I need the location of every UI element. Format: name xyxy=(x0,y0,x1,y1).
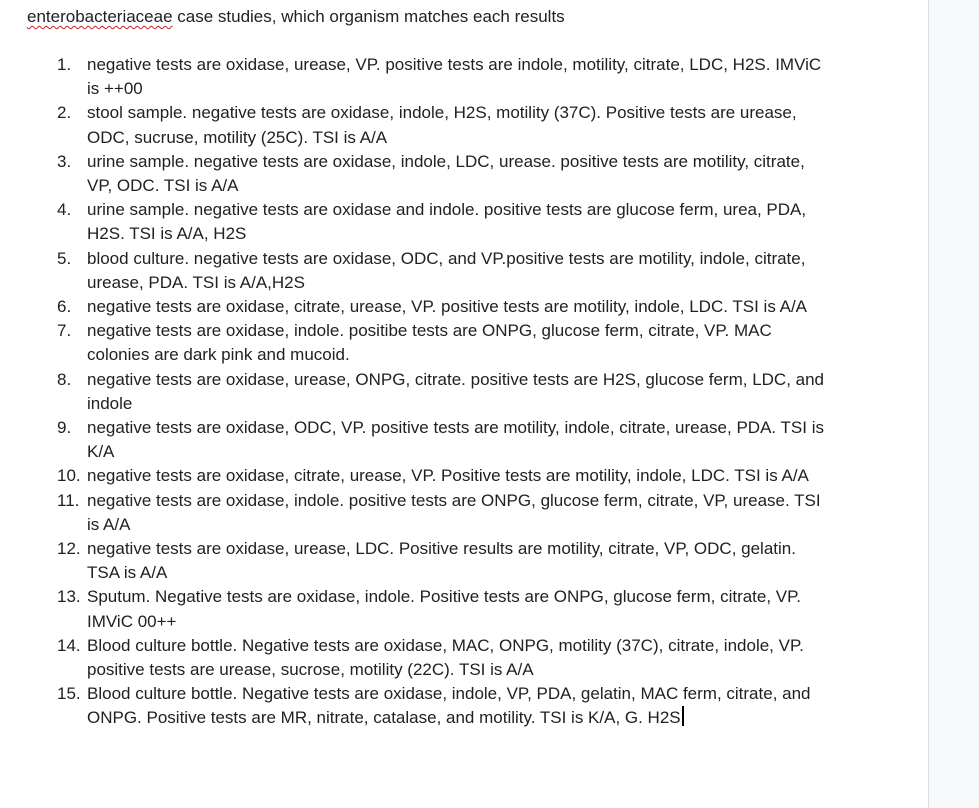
list-number: 8. xyxy=(57,369,72,389)
list-number: 6. xyxy=(57,297,72,317)
list-number: 2. xyxy=(57,103,72,123)
case-study-text[interactable]: negative tests are oxidase, urease, VP. positive tests are indole, motility, citrate, LDC, H2S. IMViC is ++00 xyxy=(87,55,822,99)
title-text: case studies, which organism matches each results xyxy=(172,7,565,26)
list-number: 9. xyxy=(57,418,72,438)
case-study-item[interactable] xyxy=(0,416,830,464)
case-study-text[interactable]: negative tests are oxidase, indole. positibe tests are ONPG, glucose ferm, citrate, VP. MAC colonies are dark pink and mucoid. xyxy=(87,321,772,365)
list-number: 12. xyxy=(57,539,81,559)
list-number: 4. xyxy=(57,200,72,220)
case-study-text[interactable]: negative tests are oxidase, indole. positive tests are ONPG, glucose ferm, citrate, VP, urease. TSI is A/A xyxy=(87,490,821,534)
case-study-text[interactable]: urine sample. negative tests are oxidase, indole, LDC, urease. positive tests are motility, citrate, VP, ODC. TSI is A/A xyxy=(87,151,805,196)
case-study-text[interactable]: stool sample. negative tests are oxidase, indole, H2S, motility (37C). Positive tests are urease, ODC, sucruse, motility (25C). TSI is A/A xyxy=(87,103,797,147)
list-number: 7. xyxy=(57,321,72,341)
case-study-text[interactable]: negative tests are oxidase, urease, LDC. Positive results are motility, citrate, VP, ODC, gelatin. TSA is A/A xyxy=(87,539,796,583)
list-number: 5. xyxy=(57,248,72,268)
list-number: 1. xyxy=(57,55,72,74)
case-study-text[interactable]: negative tests are oxidase, citrate, urease, VP. positive tests are motility, indole, LDC. TSI is A/A xyxy=(87,297,808,317)
case-study-item[interactable] xyxy=(0,464,830,488)
case-study-item[interactable] xyxy=(0,537,830,585)
case-study-item[interactable] xyxy=(0,247,830,295)
case-study-item[interactable] xyxy=(0,585,830,633)
case-study-text[interactable]: negative tests are oxidase, urease, ONPG, citrate. positive tests are H2S, glucose ferm, LDC, and indole xyxy=(87,369,825,413)
document-title[interactable] xyxy=(27,6,565,28)
case-study-item[interactable] xyxy=(0,295,830,319)
case-study-item[interactable] xyxy=(0,53,830,101)
case-study-text[interactable]: negative tests are oxidase, ODC, VP. positive tests are motility, indole, citrate, urease, PDA. TSI is K/A xyxy=(87,418,824,462)
text-cursor xyxy=(682,706,684,726)
list-number: 15. xyxy=(57,684,81,704)
list-number: 14. xyxy=(57,635,81,655)
case-study-item[interactable] xyxy=(0,101,830,149)
case-study-text[interactable]: blood culture. negative tests are oxidase, ODC, and VP.positive tests are motility, indole, citrate, urease, PDA. TSI is A/A,H2S xyxy=(87,248,806,292)
case-study-item[interactable] xyxy=(0,198,830,246)
list-number: 11. xyxy=(57,490,80,510)
case-study-item[interactable] xyxy=(0,368,830,416)
case-study-text[interactable]: Blood culture bottle. Negative tests are oxidase, indole, VP, PDA, gelatin, MAC ferm, citrate, and ONPG. Positive tests are MR, nitrate, catalase, and motility. TSI is K/A, G. H2S xyxy=(87,684,811,728)
case-study-text[interactable]: Sputum. Negative tests are oxidase, indole. Positive tests are ONPG, glucose ferm, citrate, VP. IMViC 00++ xyxy=(87,587,802,631)
case-study-item[interactable] xyxy=(0,150,830,198)
case-study-item[interactable] xyxy=(0,319,830,367)
list-number: 10. xyxy=(57,466,81,486)
case-study-text[interactable]: negative tests are oxidase, citrate, urease, VP. Positive tests are motility, indole, LDC. TSI is A/A xyxy=(87,466,809,486)
case-study-item[interactable] xyxy=(0,682,830,730)
case-study-item[interactable] xyxy=(0,489,830,537)
right-side-gutter xyxy=(928,0,979,808)
list-number: 3. xyxy=(57,151,72,171)
list-number: 13. xyxy=(57,587,81,607)
case-study-list[interactable] xyxy=(0,53,830,731)
title-misspelled-word[interactable]: enterobacteriaceae xyxy=(27,7,173,26)
case-study-text[interactable]: urine sample. negative tests are oxidase and indole. positive tests are glucose ferm, urea, PDA, H2S. TSI is A/A, H2S xyxy=(87,200,807,244)
case-study-item[interactable] xyxy=(0,634,830,682)
case-study-text[interactable]: Blood culture bottle. Negative tests are oxidase, MAC, ONPG, motility (37C), citrate, indole, VP. positive tests are urease, sucrose, motility (22C). TSI is A/A xyxy=(87,635,804,680)
